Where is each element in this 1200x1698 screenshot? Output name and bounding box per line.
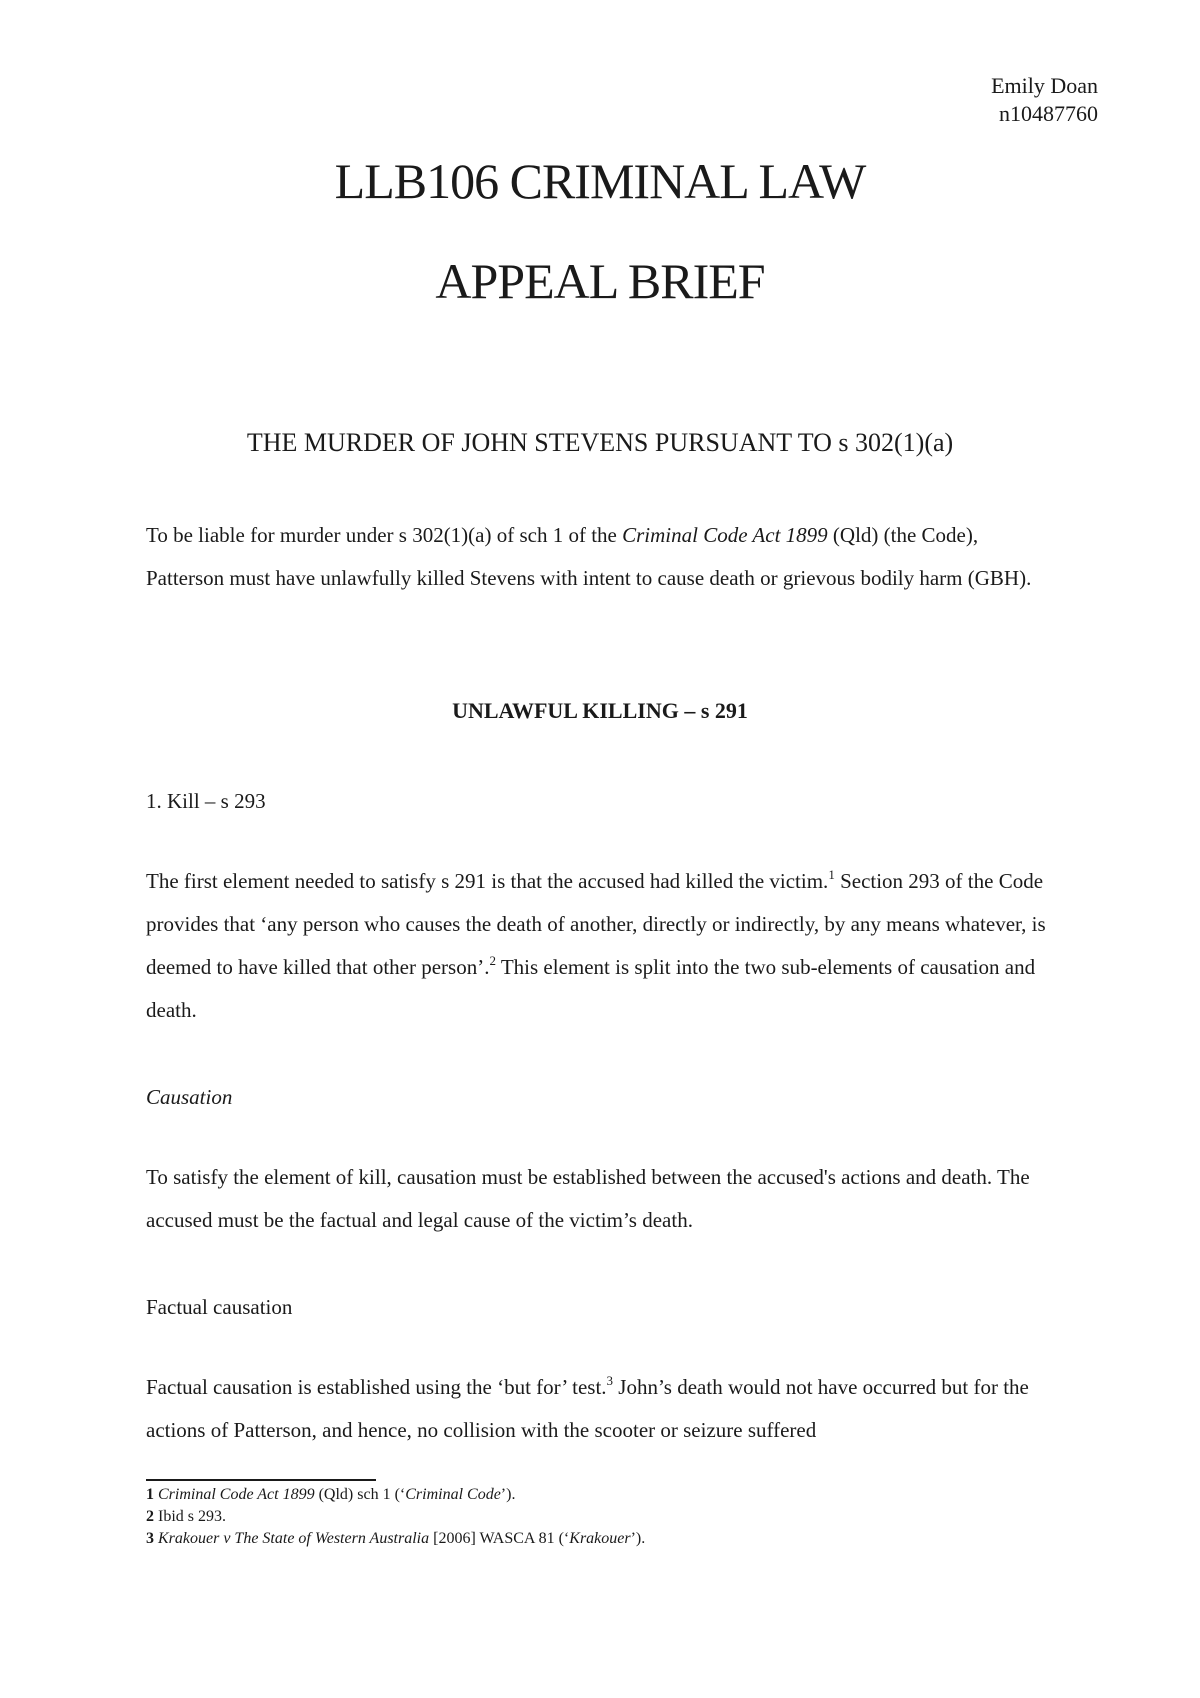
author-block [991, 72, 1098, 128]
footnote-1-end: ’). [500, 1486, 516, 1503]
footnote-number: 2 [146, 1508, 154, 1525]
footnote-ref-3[interactable]: 3 [606, 1373, 614, 1388]
footnote-3 [146, 1528, 1046, 1550]
footnote-1 [146, 1484, 1046, 1506]
footnote-2-text: Ibid s 293. [158, 1508, 226, 1525]
footnote-3-mid: [2006] WASCA 81 (‘ [429, 1530, 570, 1547]
factual-text-1: Factual causation is established using the ‘but for’ test. [146, 1375, 607, 1399]
footnote-ref-1[interactable]: 1 [828, 867, 835, 882]
factual-causation-paragraph [146, 1366, 1056, 1452]
footnote-2 [146, 1506, 1046, 1528]
document-title-line-2: APPEAL BRIEF [435, 253, 765, 309]
footnote-1-mid: (Qld) sch 1 (‘ [314, 1486, 406, 1503]
footnote-number: 3 [146, 1530, 154, 1547]
footnote-number: 1 [146, 1486, 154, 1503]
intro-paragraph [146, 514, 1056, 600]
footnote-3-end: ’). [630, 1530, 646, 1547]
kill-text-1: The first element needed to satisfy s 291 is that the accused had killed the victim. [146, 869, 829, 893]
footnote-1-source: Criminal Code Act 1899 [158, 1486, 315, 1503]
causation-paragraph: To satisfy the element of kill, causation must be established between the accused's actions and death. The accused must be the factual and legal cause of the victim’s death. [146, 1165, 1030, 1232]
footnote-1-short: Criminal Code [405, 1486, 501, 1503]
section-heading: THE MURDER OF JOHN STEVENS PURSUANT TO s 302(1)(a) [246, 428, 954, 457]
factual-text-2: John’s death would not have occurred but for the actions of Patterson, and hence, no collision with the scooter or seizure suffered [146, 1375, 1029, 1442]
intro-act-name: Criminal Code Act 1899 [622, 523, 828, 547]
footnote-3-short: Krakouer [569, 1530, 631, 1547]
kill-text-2: Section 293 of the Code provides that ‘any person who causes the death of another, directly or indirectly, by any means whatever, is deemed to have killed that other person’. [146, 869, 1046, 979]
footnotes [146, 1484, 1046, 1550]
kill-paragraph [146, 860, 1056, 1032]
student-id: n10487760 [999, 101, 1098, 126]
causation-heading: Causation [146, 1085, 233, 1109]
document-title-line-1: LLB106 CRIMINAL LAW [334, 153, 866, 209]
kill-text-3: This element is split into the two sub-elements of causation and death. [146, 955, 1036, 1022]
footnote-3-source: Krakouer v The State of Western Australia [158, 1530, 430, 1547]
author-name: Emily Doan [991, 73, 1098, 98]
subheading-unlawful-killing: UNLAWFUL KILLING – s 291 [452, 698, 748, 723]
intro-text-b: (Qld) (the Code), Patterson must have unlawfully killed Stevens with intent to cause death or grievous bodily harm (GBH). [146, 523, 1032, 590]
factual-causation-heading: Factual causation [146, 1295, 293, 1319]
footnote-divider [146, 1479, 376, 1481]
footnote-ref-2[interactable]: 2 [489, 953, 496, 968]
kill-heading: 1. Kill – s 293 [146, 789, 266, 813]
intro-text-a: To be liable for murder under s 302(1)(a) of sch 1 of the [146, 523, 623, 547]
